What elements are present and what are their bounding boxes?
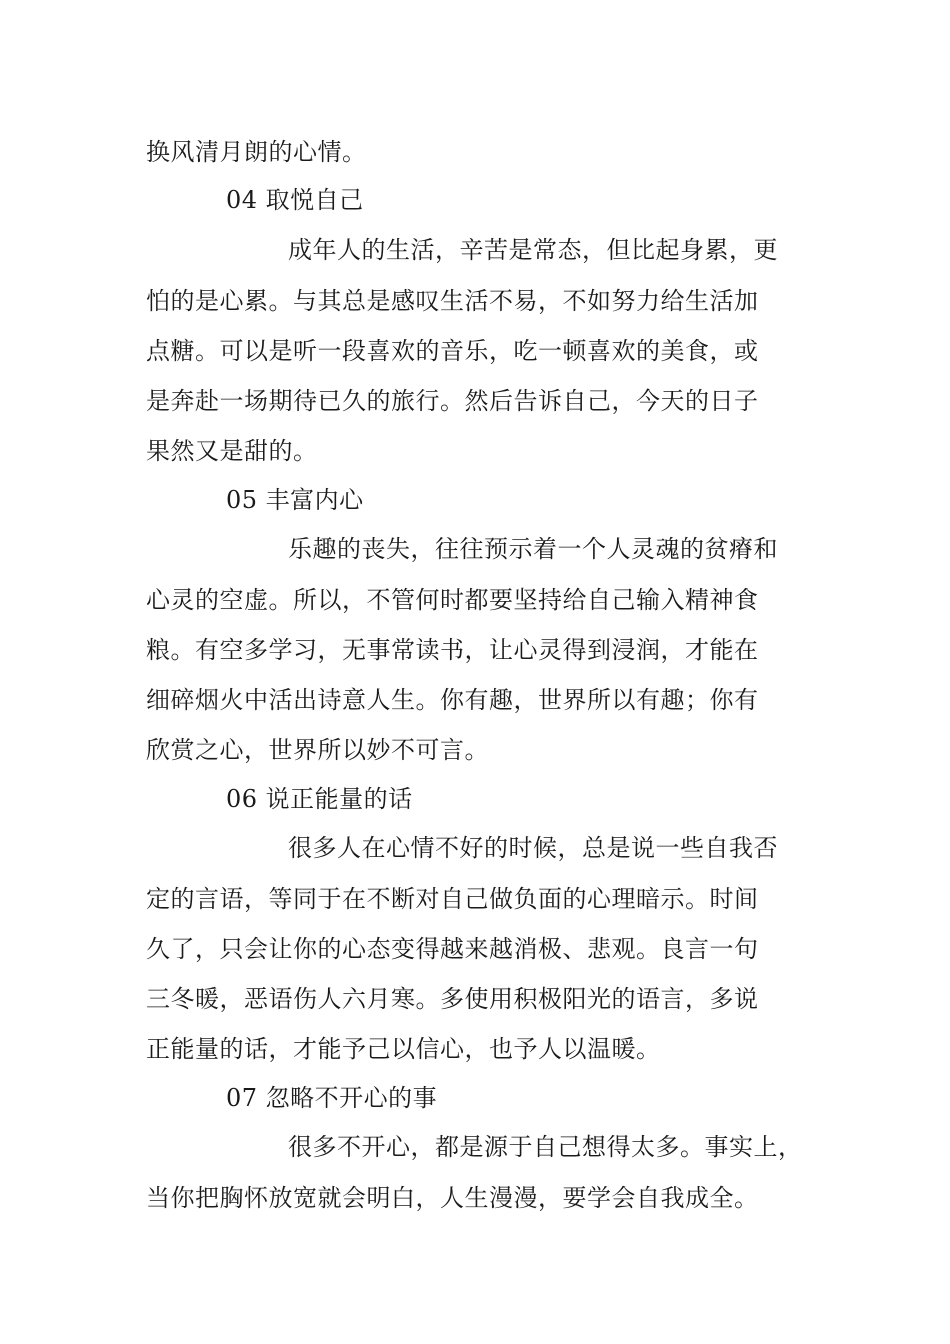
paragraph-line: 久了，只会让你的心态变得越来越消极、悲观。良言一句: [146, 935, 759, 963]
paragraph-line: 三冬暖，恶语伤人六月寒。多使用积极阳光的语言，多说: [146, 985, 759, 1013]
paragraph-line: 点糖。可以是听一段喜欢的音乐，吃一顿喜欢的美食，或: [146, 337, 759, 365]
paragraph-line: 心灵的空虚。所以，不管何时都要坚持给自己输入精神食: [146, 586, 759, 614]
paragraph-line: 正能量的话，才能予己以信心，也予人以温暖。: [146, 1035, 661, 1063]
paragraph-line: 很多人在心情不好的时候，总是说一些自我否: [288, 834, 778, 862]
paragraph-line: 换风清月朗的心情。: [146, 138, 367, 166]
paragraph-line: 怕的是心累。与其总是感叹生活不易，不如努力给生活加: [146, 287, 759, 315]
paragraph-line: 果然又是甜的。: [146, 437, 318, 465]
paragraph-line: 定的言语，等同于在不断对自己做负面的心理暗示。时间: [146, 885, 759, 913]
paragraph-line: 很多不开心，都是源于自己想得太多。事实上，: [288, 1133, 803, 1161]
section-heading-04: 04 取悦自己: [226, 186, 364, 214]
paragraph-line: 欣赏之心，世界所以妙不可言。: [146, 736, 489, 764]
paragraph-line: 成年人的生活，辛苦是常态，但比起身累，更: [288, 236, 778, 264]
paragraph-line: 乐趣的丧失，往往预示着一个人灵魂的贫瘠和: [288, 535, 778, 563]
paragraph-line: 粮。有空多学习，无事常读书，让心灵得到浸润，才能在: [146, 636, 759, 664]
paragraph-line: 当你把胸怀放宽就会明白，人生漫漫，要学会自我成全。: [146, 1184, 759, 1212]
section-heading-05: 05 丰富内心: [226, 486, 364, 514]
section-heading-07: 07 忽略不开心的事: [226, 1084, 438, 1112]
paragraph-line: 细碎烟火中活出诗意人生。你有趣，世界所以有趣；你有: [146, 686, 759, 714]
paragraph-line: 是奔赴一场期待已久的旅行。然后告诉自己，今天的日子: [146, 387, 759, 415]
section-heading-06: 06 说正能量的话: [226, 785, 413, 813]
